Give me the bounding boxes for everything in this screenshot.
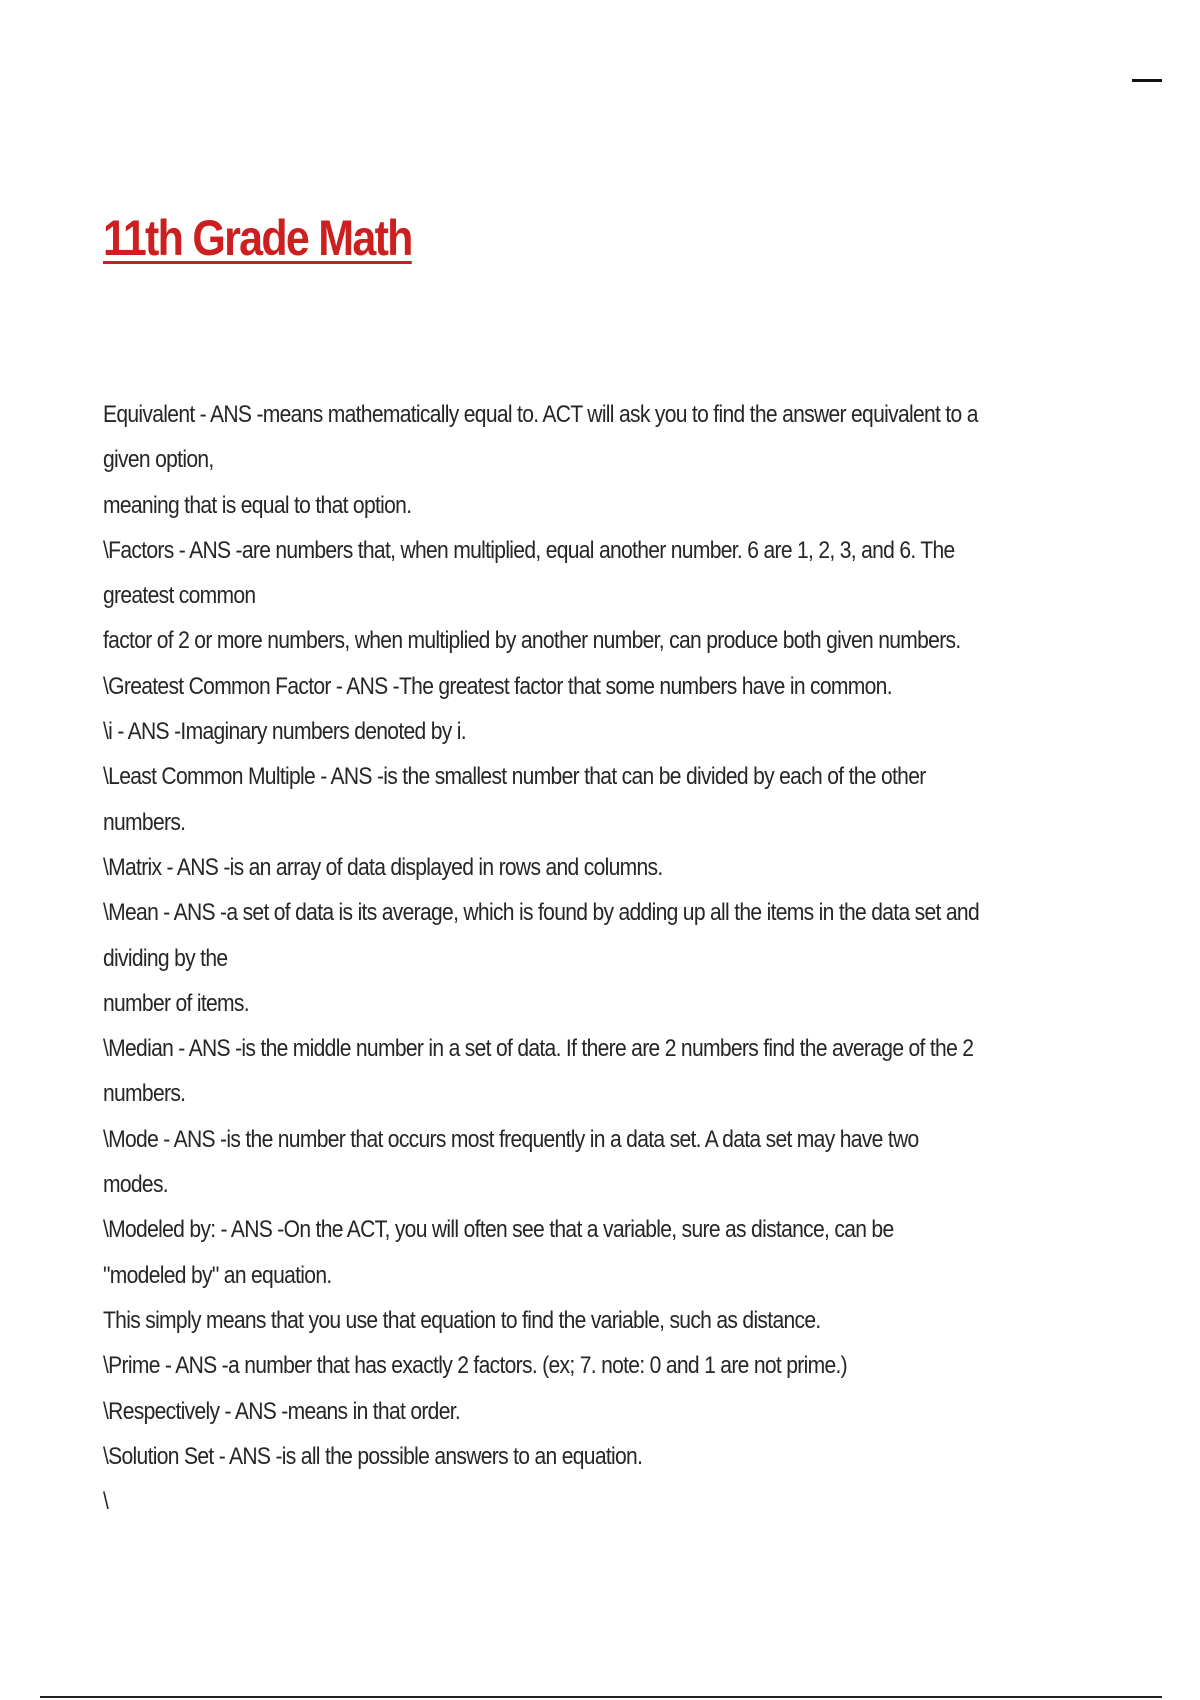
document-title: 11th Grade Math	[103, 210, 412, 266]
top-dash-mark	[1132, 79, 1162, 82]
document-body-text: Equivalent - ANS -means mathematically equal to. ACT will ask you to find the answer equivalent to a given option, meaning that is equal to that option. \Factors - ANS -are numbers that, when multiplied, equal another number. 6 are 1, 2, 3, and 6. The greatest common factor of 2 or more numbers, when multiplied by another number, can produce both given numbers. \Greatest Common Factor - ANS -The greatest factor that some numbers have in common. \i - ANS -Imaginary numbers denoted by i. \Least Common Multiple - ANS -is the smallest number that can be divided by each of the other numbers. \Matrix - ANS -is an array of data displayed in rows and columns. \Mean - ANS -a set of data is its average, which is found by adding up all the items in the data set and dividing by the number of items. \Median - ANS -is the middle number in a set of data. If there are 2 numbers find the average of the 2 numbers. \Mode - ANS -is the number that occurs most frequently in a data set. A data set may have two modes. \Modeled by: - ANS -On the ACT, you will often see that a variable, sure as distance, can be "modeled by" an equation. This simply means that you use that equation to find the variable, such as distance. \Prime - ANS -a number that has exactly 2 factors. (ex; 7. note: 0 and 1 are not prime.) \Respectively - ANS -means in that order. \Solution Set - ANS -is all the possible answers to an equation. \	[103, 401, 979, 1516]
bottom-divider	[40, 1696, 1162, 1698]
